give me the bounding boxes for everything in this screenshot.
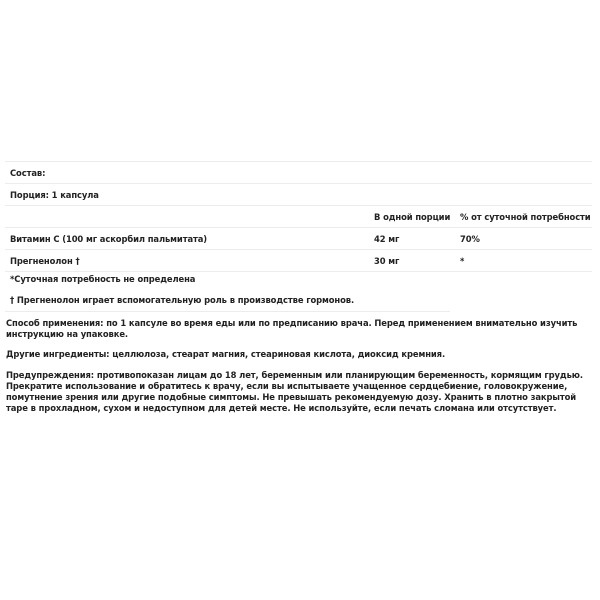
footnotes bbox=[5, 269, 450, 312]
product-description bbox=[6, 318, 594, 423]
ingredient-daily-value: 70% bbox=[455, 228, 592, 250]
header-name bbox=[5, 206, 369, 228]
header-per-serving: В одной порции bbox=[369, 206, 455, 228]
table-row bbox=[5, 228, 592, 250]
serving-row bbox=[5, 184, 592, 206]
ingredient-name: Прегненолон † bbox=[5, 250, 369, 272]
other-ingredients-paragraph: Другие ингредиенты: целлюлоза, стеарат магния, стеариновая кислота, диоксид кремния. bbox=[6, 349, 446, 360]
table-header-row bbox=[5, 206, 592, 228]
supplement-facts-table bbox=[5, 161, 592, 272]
ingredient-daily-value: * bbox=[455, 250, 592, 272]
warnings-paragraph: Предупреждения: противопоказан лицам до 18 лет, беременным или планирующим беременность, кормящим грудью. Прекратите использование и обратитесь к врачу, если вы испытываете учащенное сердцебиение, головокружение, помутнение зрения или другие подобные симптомы. Не превышать рекомендуемую дозу. Хранить в плотно закрытой таре в прохладном, сухом и недоступном для детей месте. Не используйте, если печать сломана или отсутствует. bbox=[6, 369, 583, 414]
ingredient-name: Витамин С (100 мг аскорбил пальмитата) bbox=[5, 228, 369, 250]
composition-title: Состав: bbox=[5, 162, 592, 184]
composition-title-row bbox=[5, 162, 592, 184]
usage-paragraph: Способ применения: по 1 капсуле во время еды или по предписанию врача. Перед применением внимательно изучить инструкцию на упаковке. bbox=[6, 318, 578, 340]
ingredient-amount: 30 мг bbox=[369, 250, 455, 272]
header-daily-value: % от суточной потребности bbox=[455, 206, 592, 228]
footnote-pregnenolone: † Прегненолон играет вспомогательную роль в производстве гормонов. bbox=[10, 295, 355, 305]
ingredient-amount: 42 мг bbox=[369, 228, 455, 250]
footnote-daily-value: *Суточная потребность не определена bbox=[10, 274, 196, 284]
serving-size: Порция: 1 капсула bbox=[5, 184, 592, 206]
